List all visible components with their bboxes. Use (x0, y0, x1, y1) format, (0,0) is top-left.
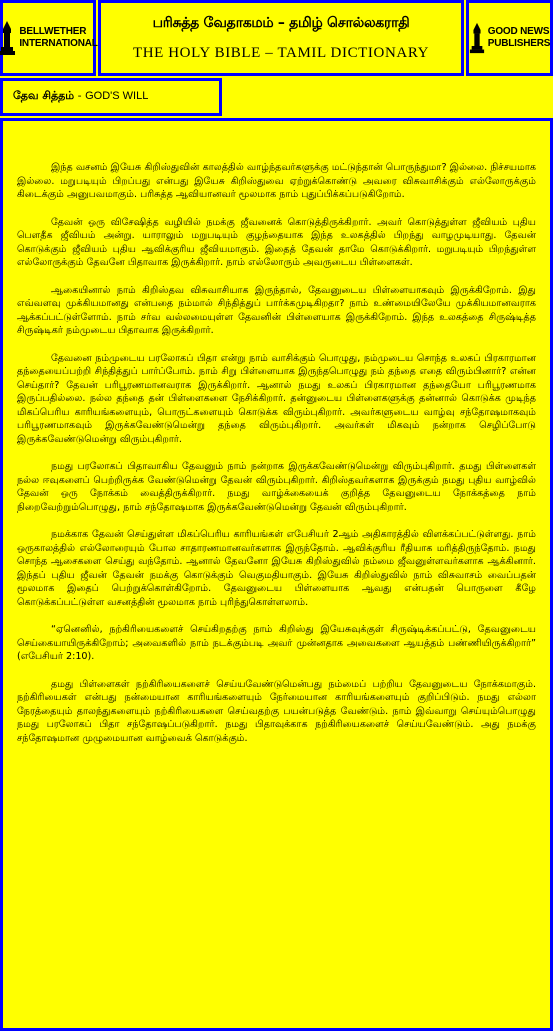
logo-right-line1: GOOD NEWS (487, 26, 550, 37)
paragraph: தேவன் ஒரு விசேஷித்த வழியில் நமக்கு ஜீவனைக் கொடுத்திருக்கிறார். அவர் கொடுத்துள்ள ஜீவியம் புதிய பௌதீக ஜீவியம் அன்று. யாராலும் மறுபடியும் குழந்தையாக இந்த உலகத்தில் பிறந்து வாழமுடியாது. தேவன் கொடுக்கும் ஜீவியம் புதிய ஆவிக்குரிய ஜீவியமாகும். இதைத் தேவன் தாமே கொடுக்கிறார். மறுபடியும் பிறந்துள்ள எல்லோருக்கும் தேவனே பிதாவாக இருக்கிறார். நாம் எல்லோரும் அவருடைய பிள்ளைகள். (17, 216, 536, 268)
paragraph: இந்த வசனம் இயேசு கிறிஸ்துவின் காலத்தில் வாழ்ந்தவர்களுக்கு மட்டுந்தான் பொருந்துமா? இல்லை. நிச்சயமாக இல்லை. மறுபடியும் பிறப்பது என்பது இயேசு கிறிஸ்துவை ஏற்றுக்கொண்டு அவரை விசுவாசிக்கும் எல்லோருக்கும் கிடைக்கும் அனுபவமாகும். பரிசுத்த ஆவியானவர் மூலமாக நாம் புதுப்பிக்கப்படுகிறோம். (17, 162, 536, 200)
topic-heading (0, 78, 222, 116)
topic-english: GOD'S WILL (85, 90, 149, 102)
paragraph: தமது பிள்ளைகள் நற்கிரியைகளைச் செய்யவேண்டுமென்பது நம்மைப் பற்றிய தேவனுடைய நோக்கமாகும். நற்கிரியைகள் என்பது நன்மையான காரியங்களையும் நேர்மையான காரியங்களையும் குறிப்பிடும். நமது எல்லா நேரத்தையும் தாலந்துகளையும் நற்கிரியைகளை செய்வதற்கு பயன்படுத்த வேண்டும். நாம் இவ்வாறு செய்யும்பொழுது நமது பரலோகப் பிதா சந்தோஷப்படுகிறார். நமது பிதாவுக்காக நற்கிரியைகளைச் செய்யவேண்டும். அது நமக்கு சந்தோஷமான முழுமையான வாழ்வைக் கொடுக்கும். (17, 678, 536, 744)
page-header (98, 0, 464, 76)
english-title: THE HOLY BIBLE – TAMIL DICTIONARY (132, 45, 430, 61)
tamil-title: பரிசுத்த வேதாகமம் – தமிழ் சொல்லகராதி (152, 15, 410, 31)
good-news-logo (466, 0, 553, 76)
scripture-quote: “ஏனெனில், நற்கிரியைகளைச் செய்கிறதற்கு நாம் கிறிஸ்து இயேசுவுக்குள் சிருஷ்டிக்கப்பட்டு, தேவனுடைய செய்கையாயிருக்கிறோம்; அவைகளில் நாம் நடக்கும்படி அவர் முன்னதாக அவைகளை ஆயத்தம் பண்ணியிருக்கிறார்” (எபேசியர் 2:10). (17, 624, 536, 662)
topic-separator: - (74, 89, 86, 102)
bellwether-logo (0, 0, 96, 76)
paragraph: நமக்காக தேவன் செய்துள்ள மிகப்பெரிய காரியங்கள் எபேசியர் 2ஆம் அதிகாரத்தில் விளக்கப்பட்டுள்ளது. நாம் ஒருகாலத்தில் எல்லோரையும் போல சாதாரணமானவர்களாக இருந்தோம். ஆவிக்குரிய ரீதியாக மரித்திருந்தோம். நமது சொந்த ஆசைகளை செய்து வந்தோம். ஆனால் தேவனோ இயேசு கிறிஸ்துவில் நம்மை ஜீவனுள்ளவர்களாக ஆக்கினார். இந்தப் புதிய ஜீவன் தேவன் நமக்கு கொடுக்கும் வெகுமதியாகும். இயேசு கிறிஸ்துவில் நாம் விசுவாசம் வைப்பதன் மூலமாக இதைப் பெற்றுக்கொள்கிறோம். தேவனுடைய பிள்ளையாக ஆவது என்பதன் பொருளை கீழே கொடுக்கப்பட்டுள்ள வசனத்தின் மூலமாக நாம் புரிந்துகொள்ளலாம். (17, 529, 536, 608)
tower-icon (469, 21, 485, 55)
logo-left-line2: INTERNATIONAL (19, 38, 98, 49)
logo-right-line2: PUBLISHERS (487, 38, 551, 49)
paragraph: ஆகையினால் நாம் கிறிஸ்தவ விசுவாசியாக இருந்தால், தேவனுடைய பிள்ளையாகவும் இருக்கிறோம். இது எவ்வளவு முக்கியமானது என்பதை நம்மால் சிந்தித்துப் பார்க்கமுடிகிறதா? நாம் உண்மையிலேயே முக்கியமானவராக ஆக்கப்பட்டுள்ளோம். நாம் சர்வ வல்லமையுள்ள தேவனின் பிள்ளையாக இருக்கிறோம். இந்த உலகத்தை சிருஷ்டித்த சிருஷ்டிகர் நம்முடைய பிதாவாக இருக்கிறார். (17, 284, 536, 336)
paragraph: தேவனை நம்முடைய பரலோகப் பிதா என்று நாம் வாசிக்கும் பொழுது, நம்முடைய சொந்த உலகப் பிரகாரமான தந்தையைப்பற்றி சிந்தித்துப் பார்ப்போம். நாம் சிறு பிள்ளையாக இருந்தபொழுது நம் தந்தை எதை விரும்பினார்? என்ன செய்தார்? தேவன் பரிபூரணமானவராக இருக்கிறார். ஆனால் நமது உலகப் பிரகாரமான தந்தையோ பரிபூரணமாக இருப்பதில்லை. நல்ல தந்தை தன் பிள்ளைகளை நேசிக்கிறார். தன்னுடைய பிள்ளைகளுக்கு தன்னால் கொடுக்க முடிந்த மிகப்பெரிய காரியங்களையும், பொருட்களையும் கொடுக்க விரும்புகிறார். அவர்களுடைய வாழ்வு சந்தோஷமாகவும் பரிபூரணமாகவும் இருக்கவேண்டுமென்று தந்தை விரும்புகிறார். அவர்கள் மிகவும் நன்றாக செழிப்போடு இருக்கவேண்டுமென்று விரும்புகிறார். (17, 352, 536, 445)
logo-left-line1: BELLWETHER (19, 26, 87, 37)
paragraph: நமது பரலோகப் பிதாவாகிய தேவனும் நாம் நன்றாக இருக்கவேண்டுமென்று விரும்புகிறார். தமது பிள்ளைகள் நல்ல ஈவுகளைப் பெற்றிருக்க வேண்டுமென்று தேவன் விரும்புகிறார். கிறிஸ்தவர்களாக இருக்கும் நமது புதிய வாழ்வில் தேவன் ஒரு நோக்கம் வைத்திருக்கிறார். நமது வாழ்க்கையைக் குறித்த தேவனுடைய நோக்கத்தை நாம் நிறைவேற்றும்பொழுது, நாம் சந்தோஷமாக இருக்கவேண்டுமென்று தேவன் விரும்புகிறார். (17, 461, 536, 513)
article-body (0, 118, 553, 1031)
topic-tamil: தேவ சித்தம் (13, 89, 75, 102)
tower-icon (0, 21, 16, 55)
